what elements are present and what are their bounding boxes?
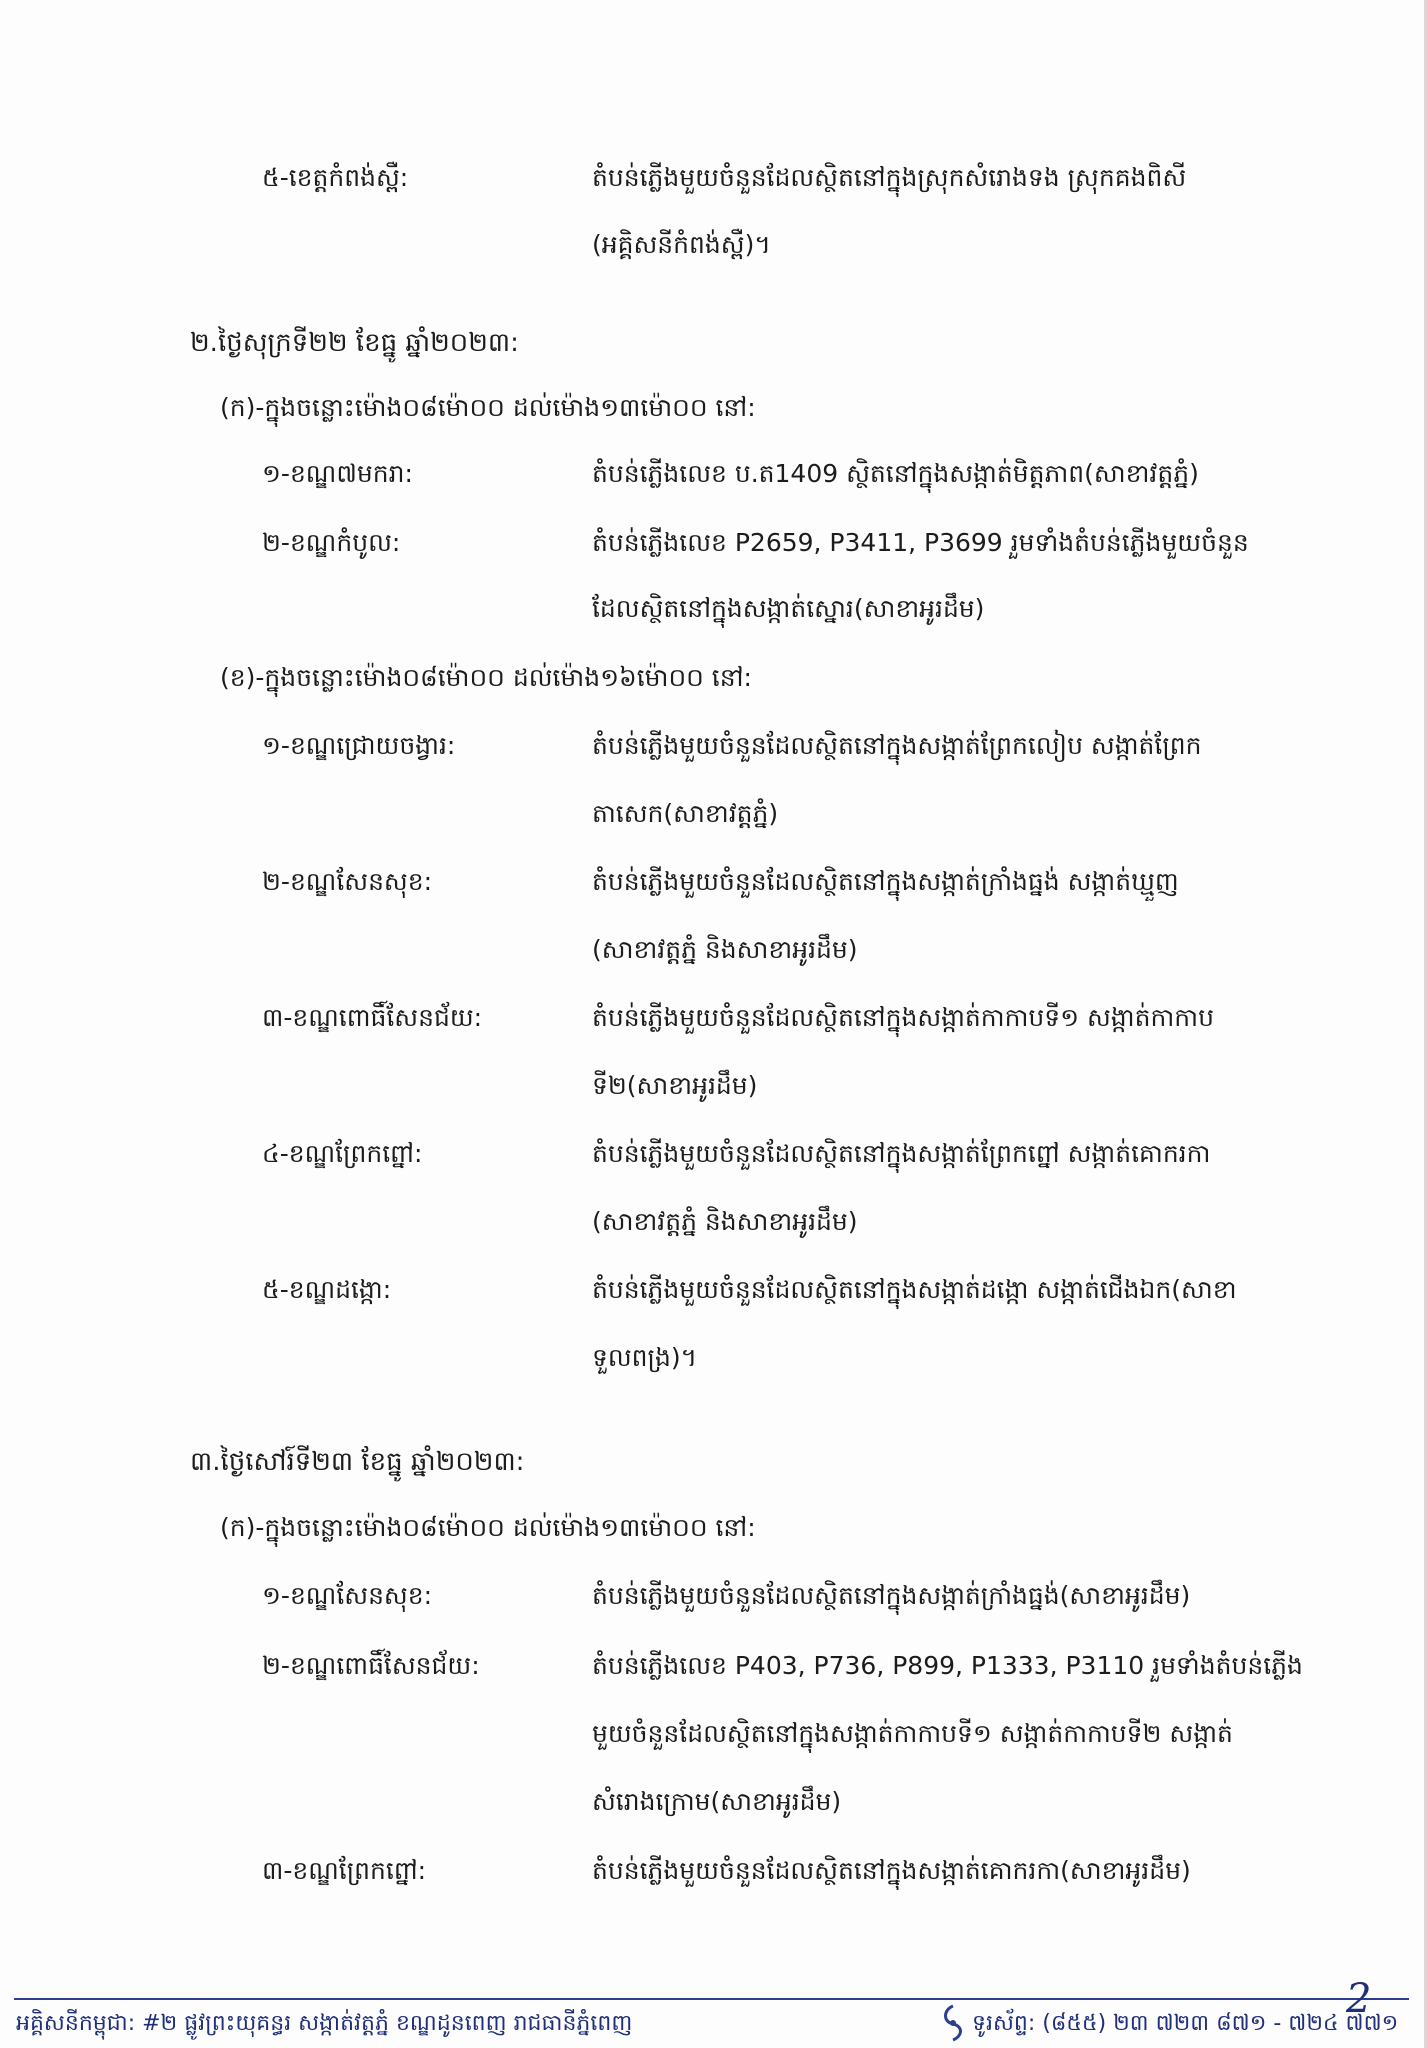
footer-divider [14,1998,1409,2000]
place-kampong-speu: ៥-ខេត្តកំពង់ស្ពឺ: [262,163,409,192]
desc-line: តំបន់ភ្លើងលេខ P403, P736, P899, P1333, P3110 រួមទាំងតំបន់ភ្លើង [592,1651,1303,1680]
place-entry: ៤-ខណ្ឌព្រែកព្នៅ: [262,1139,423,1168]
desc-line: តំបន់ភ្លើងមួយចំនួនដែលស្ថិតនៅក្នុងសង្កាត់ក្រាំងធ្នង់(សាខាអូរដឹម) [592,1581,1191,1610]
desc-line: តំបន់ភ្លើងមួយចំនួនដែលស្ថិតនៅក្នុងសង្កាត់គោករកា(សាខាអូរដឹម) [592,1856,1191,1885]
desc-line: សំរោងក្រោម(សាខាអូរដឹម) [592,1787,842,1816]
desc-line: តំបន់ភ្លើងលេខ ប.ត1409 ស្ថិតនៅក្នុងសង្កាត់មិត្តភាព(សាខាវត្តភ្នំ) [592,459,1199,488]
desc-line: តំបន់ភ្លើងមួយចំនួនដែលស្ថិតនៅក្នុងសង្កាត់ក្រាំងធ្នង់ សង្កាត់ឃ្មួញ [592,867,1179,896]
desc-line: ទួលពង្រ)។ [592,1343,698,1372]
time-slot-label: (ខ)-ក្នុងចន្លោះម៉ោង០៨ម៉ោ០០ ដល់ម៉ោង១៦ម៉ោ០០ នៅ: [220,663,752,692]
place-entry: ២-ខណ្ឌពោធិ៍សែនជ័យ: [262,1651,480,1680]
place-entry: ៣-ខណ្ឌព្រែកព្នៅ: [262,1856,427,1885]
time-slot-label: (ក)-ក្នុងចន្លោះម៉ោង០៨ម៉ោ០០ ដល់ម៉ោង១៣ម៉ោ០០ នៅ: [220,1513,756,1542]
desc-line: (សាខាវត្តភ្នំ និងសាខាអូរដឹម) [592,1207,858,1236]
desc-line: តំបន់ភ្លើងមួយចំនួនដែលស្ថិតនៅក្នុងសង្កាត់ព្រែកលៀប សង្កាត់ព្រែក [592,731,1202,760]
desc-line: តំបន់ភ្លើងមួយចំនួនដែលស្ថិតនៅក្នុងសង្កាត់ព្រែកព្នៅ សង្កាត់គោករកា [592,1139,1211,1168]
place-entry: ៥-ខណ្ឌដង្កោ: [262,1275,392,1304]
section-heading-day3: ៣.ថ្ងៃសៅរ៍ទី២៣ ខែធ្នូ ឆ្នាំ២០២៣: [190,1447,525,1477]
desc-line: (អគ្គិសនីកំពង់ស្ពឺ)។ [592,230,771,259]
page-number: 2 [1346,1976,1372,2022]
section-heading-day2: ២.ថ្ងៃសុក្រទី២២ ខែធ្នូ ឆ្នាំ២០២៣: [190,328,519,358]
place-entry: ១-ខណ្ឌសែនសុខ: [262,1581,433,1610]
desc-line: ទី២(សាខាអូរដឹម) [592,1071,758,1100]
phone-swirl-icon [935,2002,971,2042]
page-number-mark [1340,1976,1388,2024]
desc-line: តំបន់ភ្លើងមួយចំនួនដែលស្ថិតនៅក្នុងស្រុកសំរោងទង ស្រុកគងពិសី [592,163,1187,192]
footer-phone: ទូរស័ព្ទ: (៨៥៥) ២៣ ៧២៣ ៨៧១ - ៧២៤ ៧៧១ [972,2011,1399,2036]
place-entry: ២-ខណ្ឌកំបូល: [262,528,401,557]
desc-line: តំបន់ភ្លើងលេខ P2659, P3411, P3699 រួមទាំងតំបន់ភ្លើងមួយចំនួន [592,528,1249,557]
desc-line: តំបន់ភ្លើងមួយចំនួនដែលស្ថិតនៅក្នុងសង្កាត់កាកាបទី១ សង្កាត់កាកាប [592,1003,1214,1032]
place-entry: ២-ខណ្ឌសែនសុខ: [262,867,433,896]
place-entry: ៣-ខណ្ឌពោធិ៍សែនជ័យ: [262,1003,483,1032]
place-entry: ១-ខណ្ឌជ្រោយចង្វារ: [262,731,456,760]
desc-line: ដែលស្ថិតនៅក្នុងសង្កាត់ស្នោរ(សាខាអូរដឹម) [592,594,985,623]
desc-line: (សាខាវត្តភ្នំ និងសាខាអូរដឹម) [592,935,858,964]
desc-line: តំបន់ភ្លើងមួយចំនួនដែលស្ថិតនៅក្នុងសង្កាត់ដង្កោ សង្កាត់ជើងឯក(សាខា [592,1275,1237,1304]
place-entry: ១-ខណ្ឌ៧មករា: [262,459,413,488]
desc-line: តាសេក(សាខាវត្តភ្នំ) [592,799,779,828]
desc-line: មួយចំនួនដែលស្ថិតនៅក្នុងសង្កាត់កាកាបទី១ សង្កាត់កាកាបទី២ សង្កាត់ [592,1719,1233,1748]
footer-address: អគ្គិសនីកម្ពុជា: #២ ផ្លូវព្រះយុគន្ធរ សង្កាត់វត្តភ្នំ ខណ្ឌដូនពេញ រាជធានីភ្នំពេញ [16,2011,633,2036]
time-slot-label: (ក)-ក្នុងចន្លោះម៉ោង០៨ម៉ោ០០ ដល់ម៉ោង១៣ម៉ោ០០ នៅ: [220,393,756,422]
